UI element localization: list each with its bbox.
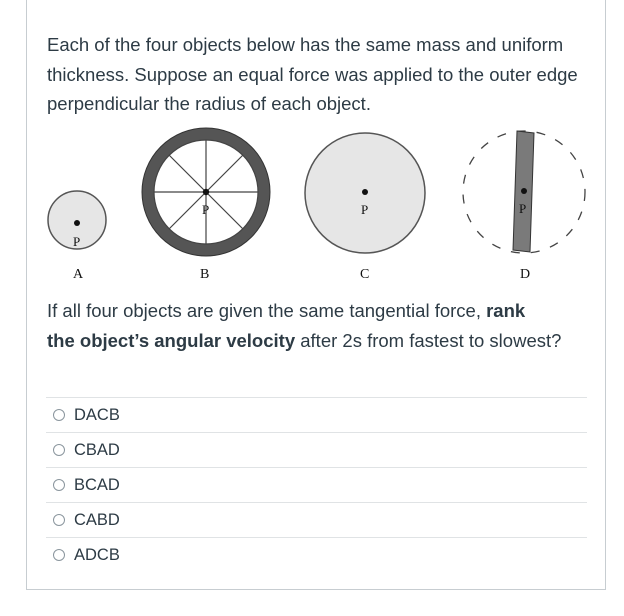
object-a-label: A	[73, 267, 84, 282]
object-d-rod	[463, 131, 585, 282]
object-b-wheel	[142, 128, 270, 282]
question-intro: Each of the four objects below has the same mass and uniform thickness. Suppose an equal force was applied to the outer edge perpendicular the radius of each object.	[47, 34, 578, 114]
answer-label: ADCB	[74, 545, 120, 564]
answer-option[interactable]	[46, 467, 587, 502]
answer-label: DACB	[74, 405, 120, 424]
prompt-bold-angular-velocity: the object’s angular velocity	[47, 329, 296, 351]
object-c-disc	[305, 133, 425, 282]
objects-figure	[40, 125, 600, 285]
answer-option[interactable]	[46, 502, 587, 537]
radio-button[interactable]	[53, 549, 65, 561]
radio-button[interactable]	[53, 444, 65, 456]
radio-button[interactable]	[53, 479, 65, 491]
object-b-label: B	[200, 267, 210, 282]
object-c-point-label: P	[361, 202, 369, 217]
answer-option[interactable]	[46, 397, 587, 432]
object-b-point-label: P	[202, 202, 210, 217]
prompt-bold-rank: rank	[486, 300, 526, 321]
answer-option[interactable]	[46, 432, 587, 467]
answer-option[interactable]	[46, 537, 587, 572]
answer-label: CABD	[74, 510, 120, 529]
answer-label: BCAD	[74, 475, 120, 494]
prompt-text-1: If all four objects are given the same tangential force,	[47, 300, 487, 321]
radio-button[interactable]	[53, 409, 65, 421]
answer-label: CBAD	[74, 440, 120, 459]
answer-list	[46, 397, 587, 572]
object-d-label: D	[520, 267, 531, 282]
object-d-point-label: P	[519, 201, 527, 216]
object-a-disc	[48, 191, 106, 282]
object-c-label: C	[360, 267, 370, 282]
prompt-text-2: after 2s from fastest to slowest?	[295, 329, 562, 351]
radio-button[interactable]	[53, 514, 65, 526]
object-a-point-label: P	[73, 234, 81, 249]
question-prompt	[47, 296, 597, 355]
